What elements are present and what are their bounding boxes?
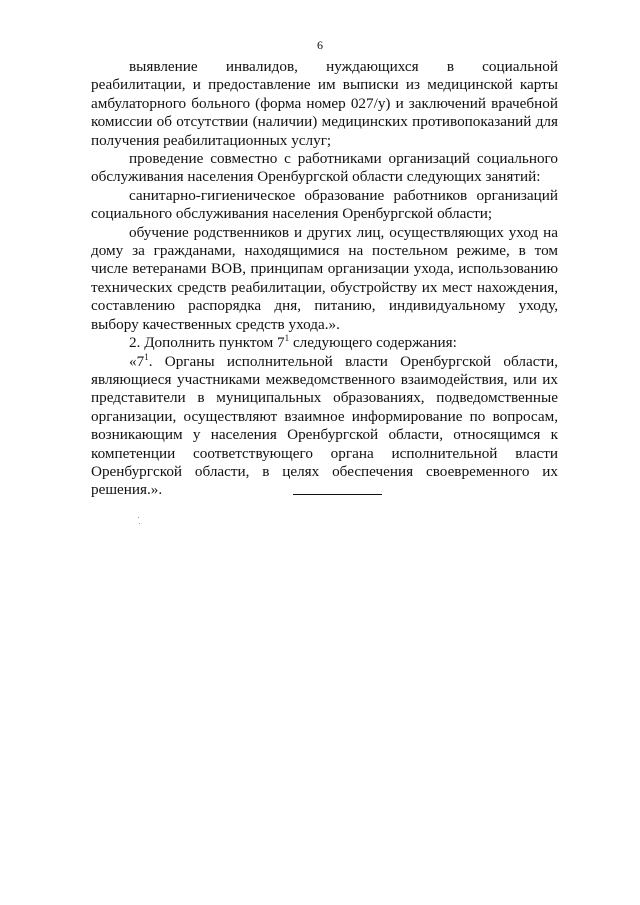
- item-text: . Органы исполнительной власти Оренбургской области, являющиеся участниками межведомственного взаимодействия, или их представители в муниципальных образованиях, подведомственные организации, осуществляют взаимное информирование по вопросам, возникающим у населения Оренбургской области, относящимся к компетенции соответствующего органа исполнительной власти Оренбургской области, в целях обеспечения своевременного их решения.».: [91, 352, 558, 499]
- end-divider-line: [293, 494, 382, 495]
- superscript-index: 1: [284, 333, 290, 344]
- paragraph-joint-sessions: проведение совместно с работниками организаций социального обслуживания населения Оренбургской области следующих занятий:: [91, 150, 558, 186]
- superscript-index: 1: [144, 351, 149, 362]
- item-number-before: «7: [129, 352, 145, 370]
- paragraph-relatives-training: обучение родственников и других лиц, осуществляющих уход на дому за гражданами, находящимися на постельном режиме, в том числе ветеранами ВОВ, принципам организации ухода, использованию технических средств реабилитации, обустройству их мест нахождения, составлению распорядка дня, питанию, индивидуальному уходу, выбору качественных средств ухода.».: [91, 223, 558, 333]
- scan-speck: [138, 517, 139, 518]
- scan-speck: [139, 523, 140, 524]
- amendment-text-after: следующего содержания:: [289, 334, 457, 352]
- paragraph-sanitary-education: санитарно-гигиеническое образование работников организаций социального обслуживания населения Оренбургской области;: [91, 186, 558, 223]
- page-number: 6: [317, 38, 323, 52]
- paragraph-disabled-identification: выявление инвалидов, нуждающихся в социальной реабилитации, и предоставление им выписки из медицинской карты амбулаторного больного (форма номер 027/у) и заключений врачебной комиссии об отсутствии (наличии) медицинских противопоказаний для получения реабилитационных услуг;: [91, 58, 558, 149]
- paragraph-amendment-item-2: [91, 334, 558, 352]
- paragraph-item-7-1: [91, 353, 558, 500]
- document-body: [91, 58, 558, 500]
- amendment-text-before: 2. Дополнить пунктом 7: [129, 334, 285, 352]
